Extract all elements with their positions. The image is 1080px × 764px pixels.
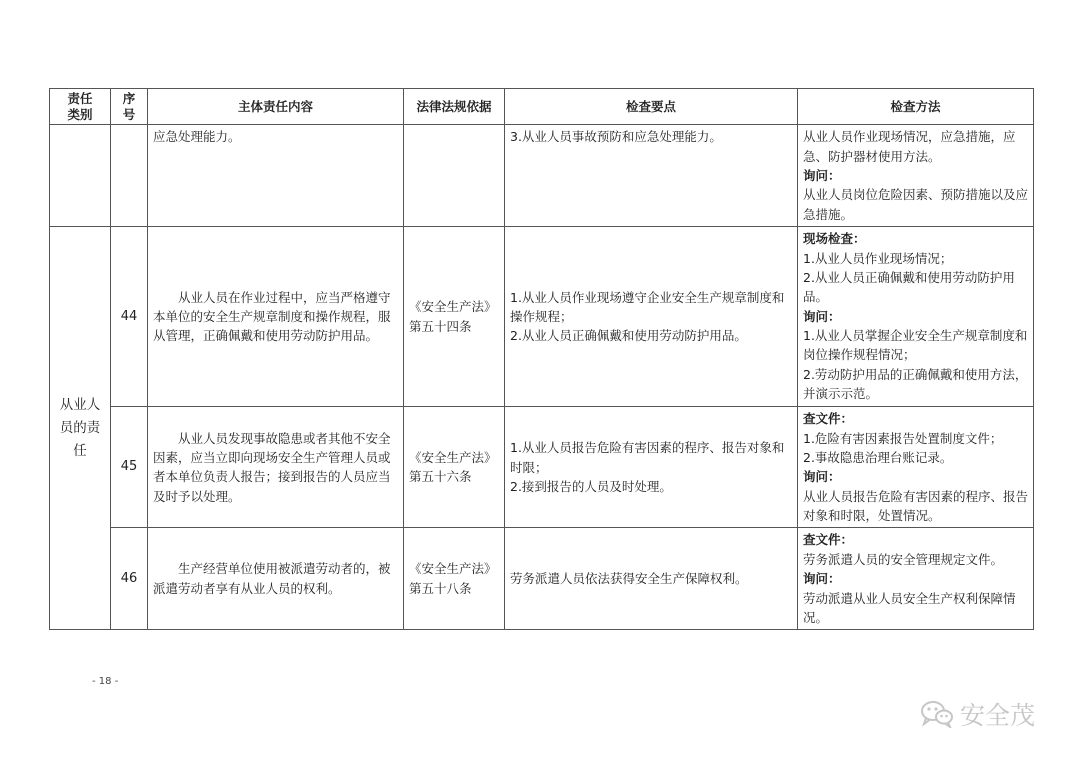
category-cell-empty bbox=[50, 125, 111, 227]
content-cell: 从业人员发现事故隐患或者其他不安全因素，应当立即向现场安全生产管理人员或者本单位负责人报告；接到报告的人员应当及时予以处理。 bbox=[148, 407, 404, 528]
header-points: 检查要点 bbox=[505, 89, 798, 125]
header-category: 责任 类别 bbox=[50, 89, 111, 125]
point-line: 1.从业人员报告危险有害因素的程序、报告对象和时限； bbox=[510, 440, 785, 475]
table-header-row bbox=[50, 89, 1034, 125]
method-line: 询问： bbox=[803, 571, 841, 587]
methods-cell bbox=[798, 528, 1034, 630]
row-number: 45 bbox=[111, 407, 148, 528]
category-cell: 从业人员的责任 bbox=[50, 227, 111, 630]
header-methods: 检查方法 bbox=[798, 89, 1034, 125]
law-cell: 《安全生产法》第五十四条 bbox=[404, 227, 505, 407]
method-line: 劳务派遣人员的安全管理规定文件。 bbox=[803, 551, 1004, 567]
methods-cell bbox=[798, 227, 1034, 407]
number-cell-empty bbox=[111, 125, 148, 227]
content-cell: 从业人员在作业过程中，应当严格遵守本单位的安全生产规章制度和操作规程，服从管理，正确佩戴和使用劳动防护用品。 bbox=[148, 227, 404, 407]
point-line: 2.接到报告的人员及时处理。 bbox=[510, 478, 672, 494]
watermark-text: 安全茂 bbox=[960, 701, 1036, 730]
wechat-icon bbox=[920, 700, 954, 728]
methods-cell bbox=[798, 407, 1034, 528]
responsibility-table bbox=[49, 88, 1034, 630]
method-line: 询问： bbox=[803, 469, 841, 485]
method-line: 询问： bbox=[803, 308, 841, 324]
page-number: - 18 - bbox=[92, 676, 119, 687]
content-cell: 生产经营单位使用被派遣劳动者的，被派遣劳动者享有从业人员的权利。 bbox=[148, 528, 404, 630]
method-line: 查文件： bbox=[803, 532, 854, 548]
points-cell bbox=[505, 528, 798, 630]
point-line: 2.从业人员正确佩戴和使用劳动防护用品。 bbox=[510, 328, 747, 344]
method-line: 劳动派遣从业人员安全生产权利保障情况。 bbox=[803, 590, 1016, 625]
points-cell bbox=[505, 227, 798, 407]
law-cell-empty bbox=[404, 125, 505, 227]
law-cell: 《安全生产法》第五十八条 bbox=[404, 528, 505, 630]
method-line: 从业人员作业现场情况，应急措施，应急、防护器材使用方法。 bbox=[803, 129, 1016, 164]
table-row bbox=[50, 407, 1034, 528]
methods-cell bbox=[798, 125, 1034, 227]
method-line: 询问： bbox=[803, 168, 841, 183]
point-line: 1.从业人员作业现场遵守企业安全生产规章制度和操作规程； bbox=[510, 289, 785, 324]
content-cell: 应急处理能力。 bbox=[148, 125, 404, 227]
method-line: 1.危险有害因素报告处置制度文件； bbox=[803, 430, 1003, 446]
method-line: 从业人员报告危险有害因素的程序、报告对象和时限，处置情况。 bbox=[803, 488, 1029, 523]
method-line: 从业人员岗位危险因素、预防措施以及应急措施。 bbox=[803, 187, 1029, 222]
method-line: 1.从业人员掌握企业安全生产规章制度和岗位操作规程情况； bbox=[803, 328, 1028, 363]
law-cell: 《安全生产法》第五十六条 bbox=[404, 407, 505, 528]
table-row-continued bbox=[50, 125, 1034, 227]
row-number: 44 bbox=[111, 227, 148, 407]
point-line: 劳务派遣人员依法获得安全生产保障权利。 bbox=[510, 571, 748, 587]
points-cell: 3.从业人员事故预防和应急处理能力。 bbox=[505, 125, 798, 227]
table-row bbox=[50, 227, 1034, 407]
method-line: 2.从业人员正确佩戴和使用劳动防护用品。 bbox=[803, 269, 1015, 305]
header-content: 主体责任内容 bbox=[148, 89, 404, 125]
table-row bbox=[50, 528, 1034, 630]
method-line: 2.劳动防护用品的正确佩戴和使用方法，并演示示范。 bbox=[803, 366, 1028, 402]
method-line: 2.事故隐患治理台账记录。 bbox=[803, 449, 953, 465]
header-number: 序 号 bbox=[111, 89, 148, 125]
method-line: 现场检查： bbox=[803, 231, 866, 247]
row-number: 46 bbox=[111, 528, 148, 630]
header-law: 法律法规依据 bbox=[404, 89, 505, 125]
points-cell bbox=[505, 407, 798, 528]
method-line: 查文件： bbox=[803, 411, 854, 427]
watermark bbox=[920, 696, 1035, 732]
method-line: 1.从业人员作业现场情况； bbox=[803, 250, 953, 266]
